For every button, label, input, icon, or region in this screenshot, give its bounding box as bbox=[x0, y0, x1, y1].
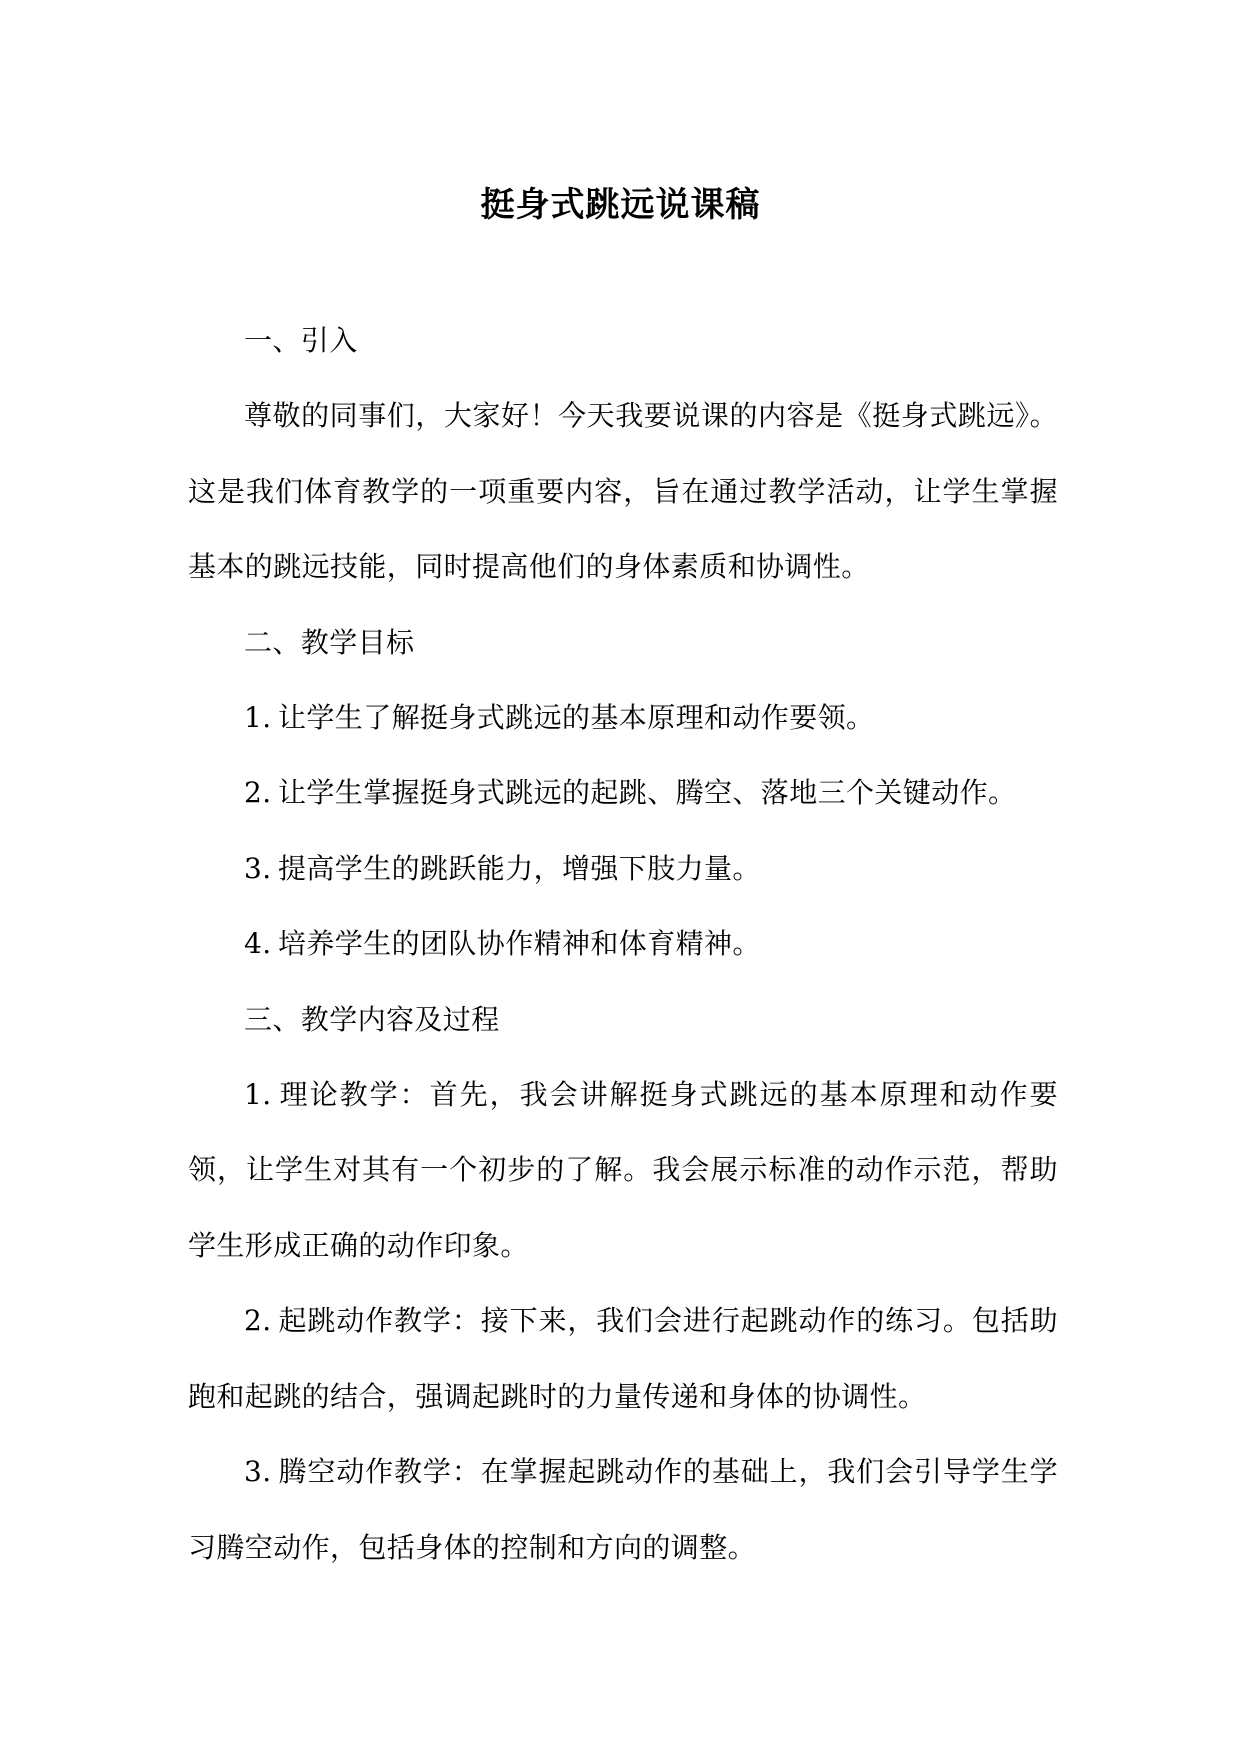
section-heading-intro: 一、引入 bbox=[244, 324, 358, 357]
list-item-text: 培养学生的团队协作精神和体育精神。 bbox=[278, 927, 761, 961]
section-heading-goals: 二、教学目标 bbox=[244, 625, 415, 659]
list-item-text: 理论教学：首先，我会讲解挺身式跳远的基本原理和动作要领，让学生对其有一个初步的了解。我会展示标准的动作示范，帮助学生形成正确的动作印象。 bbox=[188, 1078, 1058, 1262]
list-number: 3. bbox=[244, 1455, 272, 1489]
section-heading-process: 三、教学内容及过程 bbox=[244, 1002, 500, 1036]
page-title: 挺身式跳远说课稿 bbox=[480, 185, 761, 225]
document-body bbox=[188, 303, 1058, 1585]
list-item-text: 腾空动作教学：在掌握起跳动作的基础上，我们会引导学生学习腾空动作，包括身体的控制和方向的调整。 bbox=[188, 1455, 1058, 1564]
goal-item bbox=[188, 680, 1058, 755]
process-item bbox=[188, 1434, 1058, 1585]
goal-item bbox=[188, 906, 1058, 981]
list-number: 2. bbox=[244, 776, 272, 810]
intro-paragraph: 尊敬的同事们，大家好！今天我要说课的内容是《挺身式跳远》。这是我们体育教学的一项重要内容，旨在通过教学活动，让学生掌握基本的跳远技能，同时提高他们的身体素质和协调性。 bbox=[188, 399, 1058, 584]
list-number: 4. bbox=[244, 927, 272, 961]
list-item-text: 起跳动作教学：接下来，我们会进行起跳动作的练习。包括助跑和起跳的结合，强调起跳时的力量传递和身体的协调性。 bbox=[188, 1304, 1058, 1413]
list-item-text: 提高学生的跳跃能力，增强下肢力量。 bbox=[278, 851, 761, 885]
list-item-text: 让学生了解挺身式跳远的基本原理和动作要领。 bbox=[278, 701, 875, 735]
goal-item bbox=[188, 755, 1058, 830]
list-number: 2. bbox=[244, 1304, 272, 1338]
list-number: 1. bbox=[244, 701, 272, 735]
process-item bbox=[188, 1283, 1058, 1434]
goal-item bbox=[188, 831, 1058, 906]
list-number: 1. bbox=[244, 1078, 272, 1112]
list-item-text: 让学生掌握挺身式跳远的起跳、腾空、落地三个关键动作。 bbox=[278, 776, 1017, 810]
list-number: 3. bbox=[244, 851, 272, 885]
process-item bbox=[188, 1057, 1058, 1283]
